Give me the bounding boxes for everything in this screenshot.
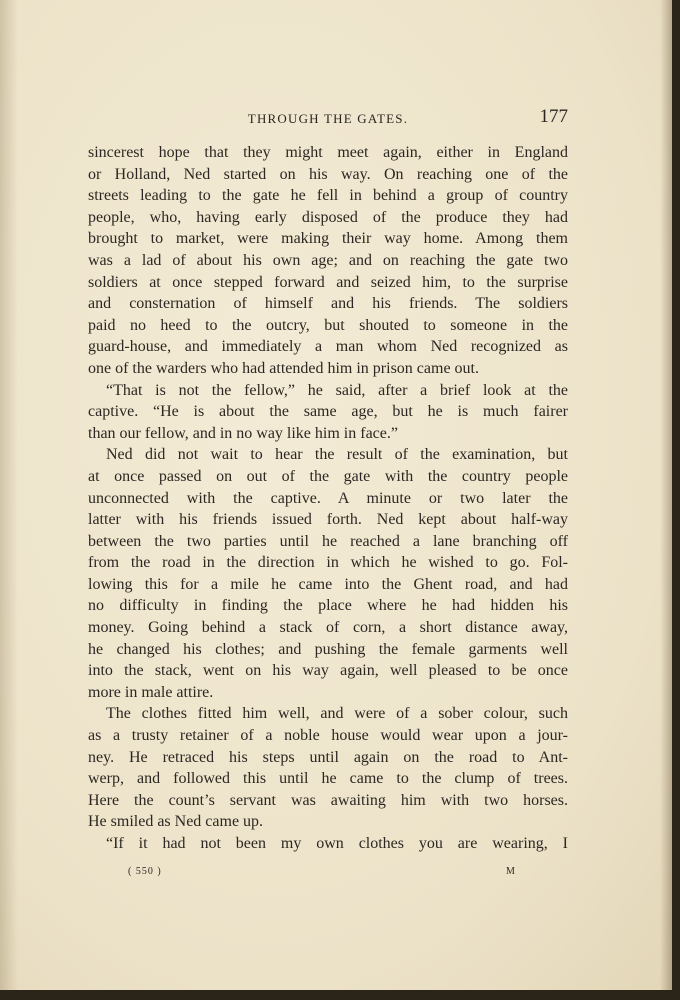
text-line: one of the warders who had attended him in prison came out. (88, 359, 479, 377)
text-line: streets leading to the gate he fell in behind a group of country (88, 187, 568, 205)
text-line: captive. “He is about the same age, but he is much fairer (88, 403, 568, 421)
page-number: 177 (539, 106, 568, 127)
text-line: “That is not the fellow,” he said, after a brief look at the (106, 381, 568, 399)
text-line: paid no heed to the outcry, but shouted to someone in the (88, 316, 568, 334)
running-title: THROUGH THE GATES. (247, 111, 409, 126)
body-text (88, 142, 568, 855)
printer-signature: ( 550 ) (128, 866, 162, 877)
text-line: ney. He retraced his steps until again on the road to Ant- (88, 748, 568, 766)
page-footer (88, 866, 568, 882)
text-line: The clothes fitted him well, and were of a sober colour, such (106, 705, 568, 723)
text-line: more in male attire. (88, 683, 214, 701)
text-line: Ned did not wait to hear the result of the examination, but (106, 446, 568, 464)
text-line: unconnected with the captive. A minute or two later the (88, 489, 568, 507)
spine-shadow (0, 0, 18, 990)
page-edge (660, 0, 672, 990)
text-line: werp, and followed this until he came to the clump of trees. (88, 770, 568, 788)
text-line: sincerest hope that they might meet again, either in England (88, 144, 568, 161)
text-line: brought to market, were making their way home. Among them (88, 230, 568, 248)
text-line: people, who, having early disposed of the produce they had (88, 208, 568, 226)
text-line: at once passed on out of the gate with the country people (88, 467, 568, 485)
text-line: between the two parties until he reached a lane branching off (88, 532, 568, 550)
text-line: He smiled as Ned came up. (88, 813, 264, 831)
text-line: he changed his clothes; and pushing the female garments well (88, 640, 568, 658)
text-line: from the road in the direction in which he wished to go. Fol- (88, 554, 568, 572)
text-line: no difficulty in finding the place where he had hidden his (88, 597, 568, 615)
text-line: latter with his friends issued forth. Ned kept about half-way (88, 511, 568, 529)
text-line: or Holland, Ned started on his way. On reaching one of the (88, 165, 568, 183)
text-line: was a lad of about his own age; and on reaching the gate two (88, 251, 568, 269)
text-line: lowing this for a mile he came into the Ghent road, and had (88, 575, 568, 593)
text-line: as a trusty retainer of a noble house would wear upon a jour- (88, 727, 568, 745)
text-line: guard-house, and immediately a man whom Ned recognized as (88, 338, 568, 356)
text-line: than our fellow, and in no way like him in face.” (88, 424, 398, 442)
text-line: into the stack, went on his way again, well pleased to be once (88, 662, 568, 680)
signature-mark: M (506, 866, 515, 877)
text-line: money. Going behind a stack of corn, a short distance away, (88, 619, 568, 637)
text-line: Here the count’s servant was awaiting him with two horses. (88, 791, 568, 809)
running-head (88, 108, 568, 132)
text-line: “If it had not been my own clothes you are wearing, I (106, 835, 568, 852)
text-line: and consternation of himself and his friends. The soldiers (88, 295, 568, 313)
text-line: soldiers at once stepped forward and seized him, to the surprise (88, 273, 568, 291)
